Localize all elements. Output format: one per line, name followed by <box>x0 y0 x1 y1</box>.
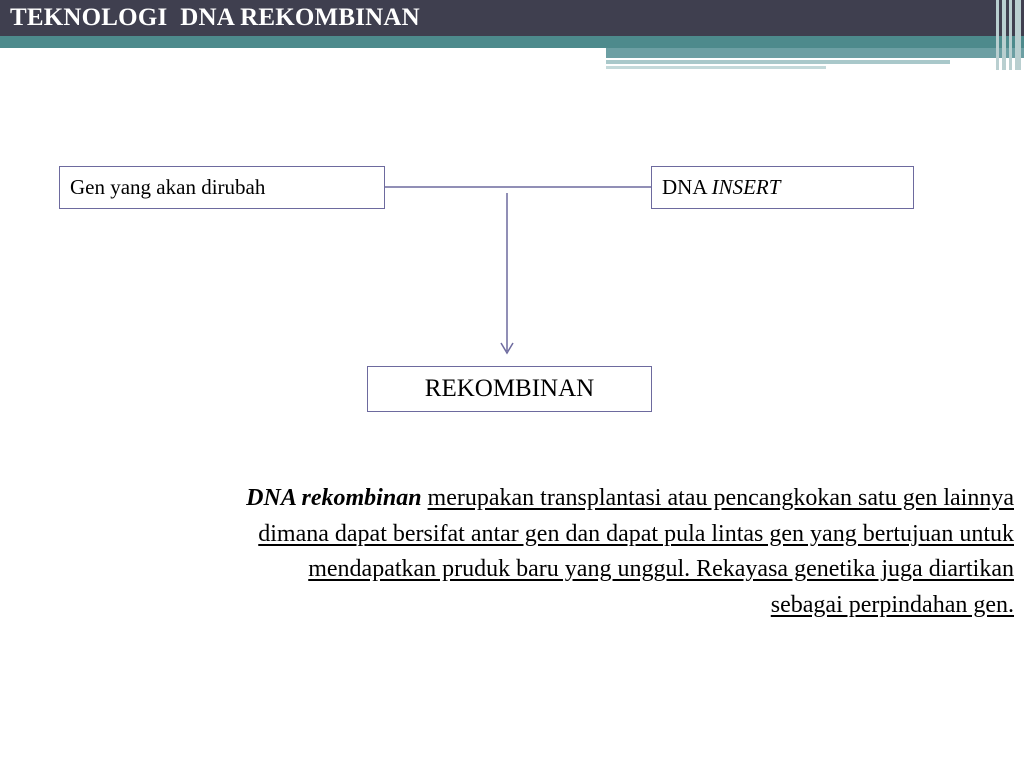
description-term: DNA rekombinan <box>246 485 422 511</box>
dna-insert-italic: INSERT <box>711 175 781 199</box>
rekombinan-box <box>367 366 652 412</box>
gen-box-label: Gen yang akan dirubah <box>70 175 266 199</box>
page-title: TEKNOLOGI DNA REKOMBINAN <box>10 4 420 31</box>
description-body: merupakan transplantasi atau pencangkokan satu gen lainnya dimana dapat bersifat antar gen dan dapat pula lintas gen yang bertujuan untuk mendapatkan pruduk baru yang unggul. Rekayasa genetika juga diartikan sebagai perpindahan gen. <box>258 485 1014 618</box>
dna-insert-box <box>651 166 914 209</box>
rekombinan-box-label: REKOMBINAN <box>424 375 595 402</box>
dna-insert-prefix: DNA <box>662 175 712 199</box>
description-paragraph <box>240 481 1014 623</box>
gen-box <box>59 166 385 209</box>
